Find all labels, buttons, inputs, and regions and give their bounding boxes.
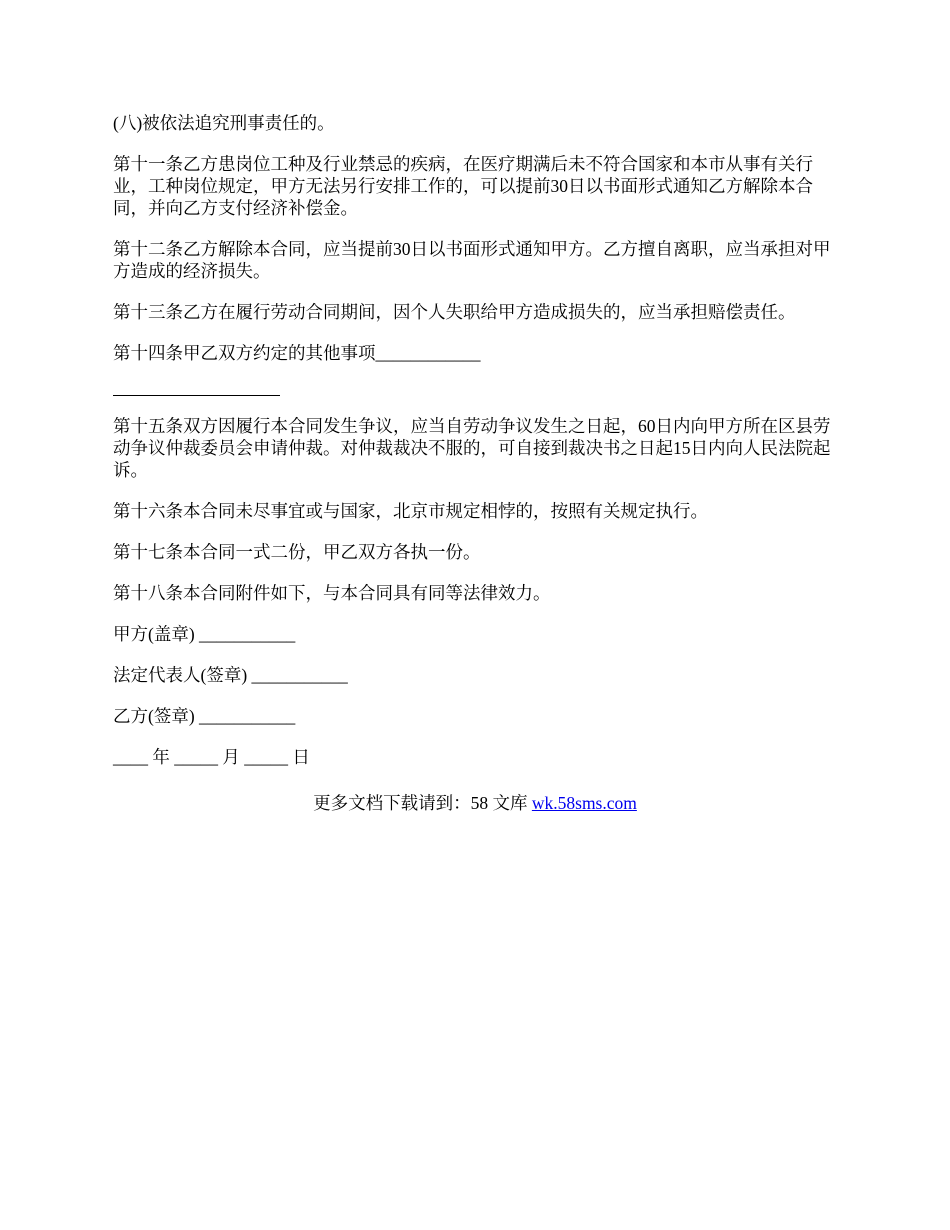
- article-15: 第十五条双方因履行本合同发生争议，应当自劳动争议发生之日起，60日内向甲方所在区县劳动争议仲裁委员会申请仲裁。对仲裁裁决不服的，可自接到裁决书之日起15日内向人民法院起诉。: [113, 416, 831, 480]
- date-line: ____ 年 _____ 月 _____ 日: [113, 747, 310, 767]
- article-18: 第十八条本合同附件如下，与本合同具有同等法律效力。: [113, 583, 551, 603]
- article-17: 第十七条本合同一式二份，甲乙双方各执一份。: [113, 542, 481, 562]
- blank-line: [113, 373, 280, 396]
- article-16: 第十六条本合同未尽事宜或与国家，北京市规定相悖的，按照有关规定执行。: [113, 501, 708, 521]
- party-a-seal: 甲方(盖章) ___________: [113, 624, 296, 644]
- clause-8: (八)被依法追究刑事责任的。: [113, 113, 335, 133]
- article-14: 第十四条甲乙双方约定的其他事项____________: [113, 343, 481, 363]
- footer-link[interactable]: wk.58sms.com: [531, 793, 637, 813]
- article-11: 第十一条乙方患岗位工种及行业禁忌的疾病，在医疗期满后未不符合国家和本市从事有关行业，工种岗位规定，甲方无法另行安排工作的，可以提前30日以书面形式通知乙方解除本合同，并向乙方支付经济补偿金。: [113, 154, 813, 218]
- legal-representative-signature: 法定代表人(签章) ___________: [113, 665, 348, 685]
- party-b-signature: 乙方(签章) ___________: [113, 706, 296, 726]
- footer: [0, 792, 950, 814]
- article-13: 第十三条乙方在履行劳动合同期间，因个人失职给甲方造成损失的，应当承担赔偿责任。: [113, 302, 796, 322]
- footer-prefix: 更多文档下载请到：58 文库: [313, 793, 532, 813]
- document-body: [113, 112, 838, 787]
- article-12: 第十二条乙方解除本合同，应当提前30日以书面形式通知甲方。乙方擅自离职，应当承担对甲方造成的经济损失。: [113, 239, 831, 281]
